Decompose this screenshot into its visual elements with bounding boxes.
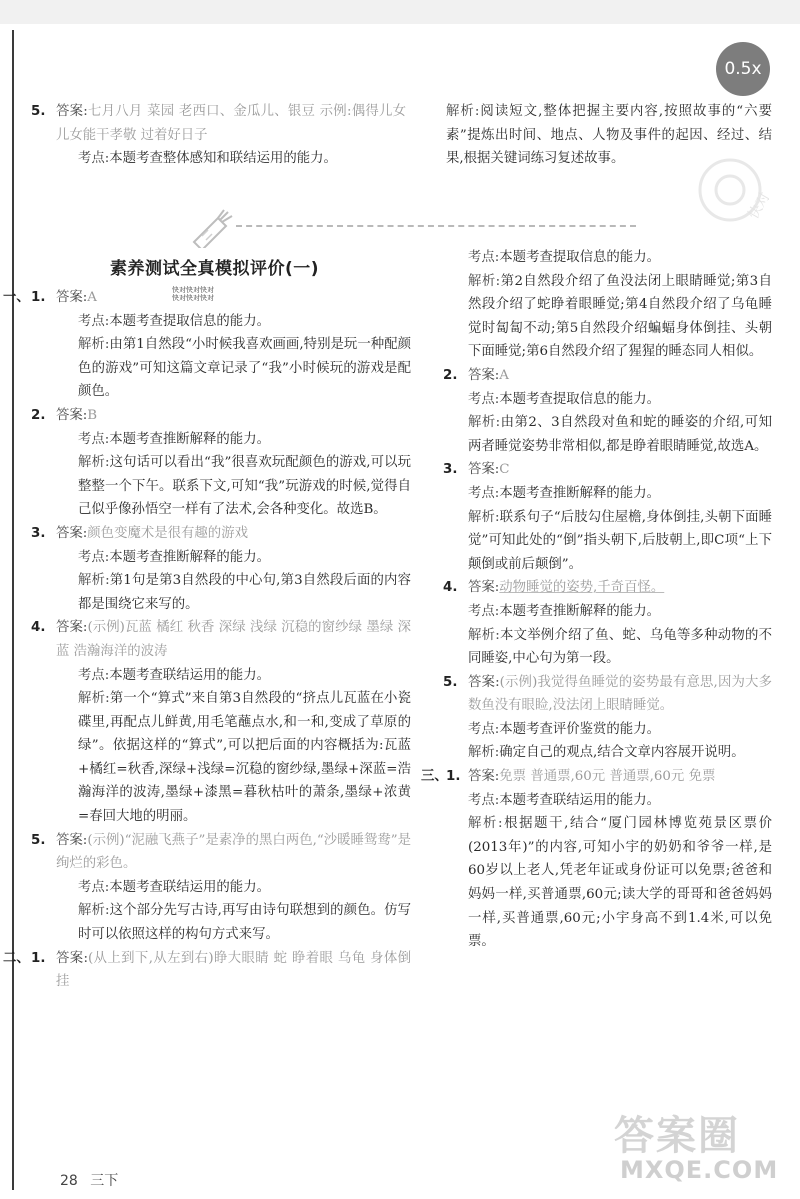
answer-label: 答案: [56, 407, 88, 423]
answer-line [468, 671, 772, 718]
answer-text: 颜色变魔术是很有趣的游戏 [87, 525, 248, 541]
point-label: 考点: [468, 721, 500, 737]
watermark-brand-text: 答案圈 [614, 1113, 740, 1159]
carrot-icon [188, 208, 234, 248]
point-label: 考点: [468, 485, 500, 501]
analysis-line [56, 687, 411, 829]
point-line [446, 246, 772, 270]
point-text: 本题考查联结运用的能力。 [109, 879, 270, 895]
analysis-line [468, 741, 772, 765]
analysis-line [468, 624, 772, 671]
s1-q3 [31, 522, 411, 616]
watermark-url: MXQE.COM [620, 1156, 779, 1184]
section-title-row [110, 254, 390, 279]
analysis-text: 第1句是第3自然段的中心句,第3自然段后面的内容都是围绕它来写的。 [78, 573, 411, 612]
page-spine [12, 30, 14, 1190]
analysis-text: 阅读短文,整体把握主要内容,按照故事的“六要素”提炼出时间、地点、人物及事件的起因、经过、结果,根据关键词练习复述故事。 [446, 104, 772, 167]
answer-line [468, 364, 772, 388]
point-line [56, 546, 411, 570]
point-text: 本题考查推断解释的能力。 [499, 485, 660, 501]
answer-line [56, 404, 411, 428]
point-text: 本题考查推断解释的能力。 [109, 431, 270, 447]
question-number: 5. [443, 674, 458, 690]
point-label: 考点: [468, 792, 500, 808]
answer-label: 答案: [468, 367, 500, 383]
s1-q1 [3, 286, 412, 404]
point-text: 本题考查提取信息的能力。 [109, 313, 270, 329]
answer-line [56, 616, 411, 663]
analysis-text: 第2自然段介绍了鱼没法闭上眼睛睡觉;第3自然段介绍了蛇睁着眼睡觉;第4自然段介绍了乌龟睡觉时匐匐不动;第5自然段介绍蝙蝠身体倒挂、头朝下面睡觉;第6自然段介绍了猩猩的睡态同人相似。 [468, 273, 772, 360]
analysis-text: 由第1自然段“小时候我喜欢画画,特别是玩一种配颜色的游戏”可知这篇文章记录了“我”小时候玩的游戏是配颜色。 [78, 337, 412, 400]
s1-q2 [31, 404, 412, 522]
analysis-label: 解析: [78, 455, 110, 471]
question-number: 5. [31, 104, 46, 119]
point-line [56, 664, 411, 688]
analysis-line [468, 411, 772, 458]
analysis-text: 第一个“算式”来自第3自然段的“挤点儿瓦蓝在小瓷碟里,再配点儿鲜黄,用毛笔蘸点水,和一和,变成了草原的绿”。依据这样的“算式”,可以把后面的内容概括为:瓦蓝+橘红=秋香,深绿+浅绿=沉稳的窗纱绿,墨绿+深蓝=浩瀚海洋的波涛,墨绿+漆黑=暮秋枯叶的萧条,墨绿+浓黄=春回大地的明丽。 [78, 691, 411, 825]
section-number: 二、 [3, 950, 30, 966]
answer-line [468, 458, 772, 482]
answer-line [56, 522, 411, 546]
answer-line [56, 286, 411, 310]
point-text: 本题考查评价鉴赏的能力。 [499, 721, 660, 737]
answer-label: 答案: [56, 832, 88, 848]
section-number: 一、 [3, 290, 30, 305]
page-footer [60, 1170, 126, 1190]
answer-text: A [87, 290, 97, 305]
point-text: 本题考查联结运用的能力。 [109, 667, 270, 683]
answer-text: C [499, 462, 510, 478]
analysis-label: 解析: [468, 509, 500, 525]
point-text: 本题考查提取信息的能力。 [499, 250, 660, 265]
point-label: 考点: [78, 549, 110, 565]
point-line [56, 876, 411, 900]
point-label: 考点: [468, 603, 500, 619]
analysis-text: 本文举例介绍了鱼、蛇、乌龟等多种动物的不同睡姿,中心句为第一段。 [468, 627, 773, 667]
watermark-brand [614, 1104, 790, 1194]
right-column [421, 246, 773, 954]
analysis-line [56, 333, 411, 404]
analysis-label: 解析: [468, 745, 500, 761]
question-number: 4. [31, 620, 46, 636]
playback-speed-badge[interactable]: 0.5x [716, 42, 770, 96]
answer-text: B [87, 407, 98, 423]
point-text: 本题考查提取信息的能力。 [499, 391, 660, 407]
question-number: 3. [443, 462, 458, 478]
point-line [468, 388, 772, 412]
point-line [56, 310, 411, 334]
point-text: 本题考查联结运用的能力。 [499, 792, 660, 808]
analysis-label: 解析: [468, 816, 503, 832]
analysis-label: 解析: [468, 627, 500, 643]
answer-label: 答案: [56, 290, 88, 305]
point-line [468, 600, 772, 624]
analysis-label: 解析: [78, 691, 110, 707]
answer-text: (从上到下,从左到右)睁大眼睛 蛇 睁着眼 乌龟 身体倒挂 [56, 950, 412, 990]
answer-label: 答案: [468, 462, 500, 478]
stamp-line: 快对快对快对 [172, 286, 214, 294]
analysis-text: 这句话可以看出“我”很喜欢玩配颜色的游戏,可以玩整整一个下午。联系下文,可知“我”玩游戏的时候,觉得自己似乎像孙悟空一样有了法术,会各种变化。故选B。 [78, 455, 412, 518]
question-number: 2. [31, 407, 46, 423]
answer-text: (示例)我觉得鱼睡觉的姿势最有意思,因为大多数鱼没有眼睑,没法闭上眼睛睡觉。 [468, 674, 772, 714]
s2-q2 [443, 364, 773, 458]
section-title: 素养测试全真模拟评价(一) [110, 259, 320, 279]
question-number: 1. [31, 290, 46, 305]
analysis-label: 解析: [78, 573, 110, 589]
s2-q5 [443, 671, 772, 765]
top-bar [0, 0, 800, 24]
stamp-line: 快对快对快对 [172, 294, 214, 302]
point-label: 考点: [468, 250, 500, 265]
analysis-line [56, 569, 411, 616]
answer-label: 答案: [56, 525, 88, 541]
point-text: 本题考查整体感知和联结运用的能力。 [109, 151, 337, 167]
answer-label: 答案: [56, 950, 89, 966]
question-number: 3. [31, 525, 46, 541]
point-label: 考点: [468, 391, 500, 407]
analysis-label: 解析: [468, 273, 501, 289]
point-label: 考点: [78, 879, 110, 895]
s2-q4 [443, 576, 773, 670]
analysis-label: 解析: [468, 415, 501, 431]
question-number: 1. [446, 769, 461, 785]
question-number: 2. [443, 367, 458, 383]
analysis-line [56, 899, 411, 946]
answer-text: 七月八月 菜园 老西口、金瓜儿、银豆 示例:偶得儿女 儿女能干孝敬 过着好日子 [56, 104, 406, 143]
point-label: 考点: [78, 313, 110, 329]
answer-line [56, 829, 411, 876]
answer-line [468, 576, 772, 600]
analysis-text: 根据题干,结合“厦门园林博览苑景区票价(2013年)”的内容,可知小宇的奶奶和爷爷一样,是60岁以上老人,凭老年证或身份证可以免票;爸爸和妈妈一样,买普通票,60元;读大学的哥哥和爸爸妈妈一样,买普通票,60元;小宇身高不到1.4米,可以免票。 [468, 816, 772, 950]
answer-line [56, 100, 406, 147]
point-line [56, 147, 406, 171]
analysis-line [468, 506, 772, 577]
point-line [446, 789, 772, 813]
prev-section-left [31, 100, 406, 171]
point-line [468, 482, 772, 506]
point-label: 考点: [78, 431, 110, 447]
point-label: 考点: [78, 667, 110, 683]
s1-q5 [31, 829, 411, 947]
prev-q5 [31, 100, 406, 171]
answer-text: (示例)瓦蓝 橘红 秋香 深绿 浅绿 沉稳的窗纱绿 墨绿 深蓝 浩瀚海洋的波涛 [56, 620, 412, 659]
question-number: 4. [443, 580, 458, 596]
watermark-logo-icon [690, 150, 780, 240]
analysis-line [446, 812, 772, 954]
answer-line [446, 765, 772, 789]
section-divider [236, 225, 636, 227]
analysis-label: 解析: [78, 903, 110, 919]
question-number: 5. [31, 832, 46, 848]
point-label: 考点: [78, 151, 110, 167]
point-line [468, 718, 772, 742]
s1-q4 [31, 616, 412, 828]
s2-q1 [3, 947, 412, 994]
answer-text: 动物睡觉的姿势,千奇百怪。 [499, 580, 665, 596]
analysis-label: 解析: [446, 104, 480, 119]
answer-label: 答案: [468, 580, 500, 596]
analysis-text: 确定自己的观点,结合文章内容展开说明。 [499, 745, 745, 761]
question-number: 1. [31, 950, 46, 966]
point-text: 本题考查推断解释的能力。 [109, 549, 270, 565]
left-column [3, 286, 412, 994]
analysis-text: 这个部分先写古诗,再写由诗句联想到的颜色。仿写时可以依照这样的构句方式来写。 [78, 903, 411, 943]
s3-q1 [421, 765, 772, 954]
answer-line [56, 947, 411, 994]
page-number: 28 [60, 1173, 78, 1189]
answer-label: 答案: [468, 769, 500, 785]
s2-q1-cont [446, 246, 772, 364]
analysis-line [56, 451, 411, 522]
analysis-label: 解析: [78, 337, 110, 353]
analysis-text: 由第2、3自然段对鱼和蛇的睡姿的介绍,可知两者睡觉姿势非常相似,都是睁着眼睛睡觉,故选A。 [468, 415, 773, 454]
analysis-line [446, 270, 772, 364]
point-text: 本题考查推断解释的能力。 [499, 603, 660, 619]
grade-label: 三下 [90, 1173, 119, 1189]
answer-text: A [499, 367, 509, 383]
watermark-small: 快对 [745, 189, 774, 222]
answer-label: 答案: [468, 674, 500, 690]
analysis-text: 联系句子“后肢勾住屋檐,身体倒挂,头朝下面睡觉”可知此处的“倒”指头朝下,后肢朝上,即C项“上下颠倒或前后颠倒”。 [468, 509, 773, 572]
point-line [56, 428, 411, 452]
answer-label: 答案: [56, 620, 88, 636]
s2-q3 [443, 458, 773, 576]
answer-text: 免票 普通票,60元 普通票,60元 免票 [499, 769, 716, 785]
answer-text: (示例)“泥融飞燕子”是素净的黑白两色,“沙暖睡鸳鸯”是绚烂的彩色。 [56, 832, 411, 872]
answer-label: 答案: [56, 104, 88, 119]
section-number: 三、 [421, 769, 448, 785]
